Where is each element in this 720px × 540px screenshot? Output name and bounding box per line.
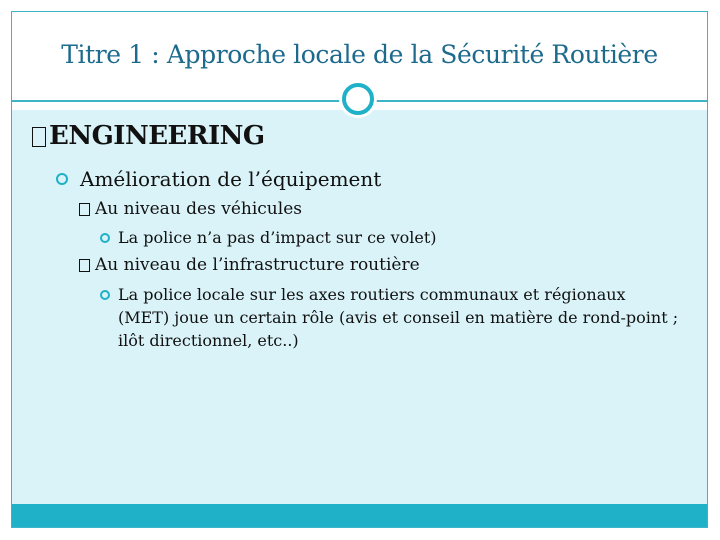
ring-bullet-icon [100, 290, 110, 300]
circle-ornament-icon [339, 80, 377, 118]
level1-bullet [56, 167, 381, 191]
ring-bullet-icon [100, 233, 110, 243]
box-bullet-icon [32, 127, 46, 147]
ring-bullet-icon [56, 173, 68, 185]
level2-bullet [79, 255, 420, 275]
box-bullet-icon [79, 203, 90, 216]
level2-bullet [79, 199, 302, 219]
level2-text: Au niveau de l’infrastructure routière [95, 255, 420, 275]
box-bullet-icon [79, 259, 90, 272]
heading-text: ENGINEERING [49, 121, 265, 151]
heading-bullet [32, 121, 265, 151]
level3-text: La police locale sur les axes routiers communaux et régionaux (MET) joue un certain rôle (avis et conseil en matière de rond-point ; ilôt directionnel, etc..) [118, 285, 679, 350]
bottom-accent-bar [12, 504, 707, 527]
level3-bullet [100, 226, 680, 249]
level3-bullet [100, 283, 680, 352]
slide-title: Titre 1 : Approche locale de la Sécurité Routière [61, 39, 658, 69]
level1-text: Amélioration de l’équipement [80, 167, 382, 191]
level2-text: Au niveau des véhicules [95, 199, 302, 219]
level3-text: La police n’a pas d’impact sur ce volet) [118, 228, 437, 247]
